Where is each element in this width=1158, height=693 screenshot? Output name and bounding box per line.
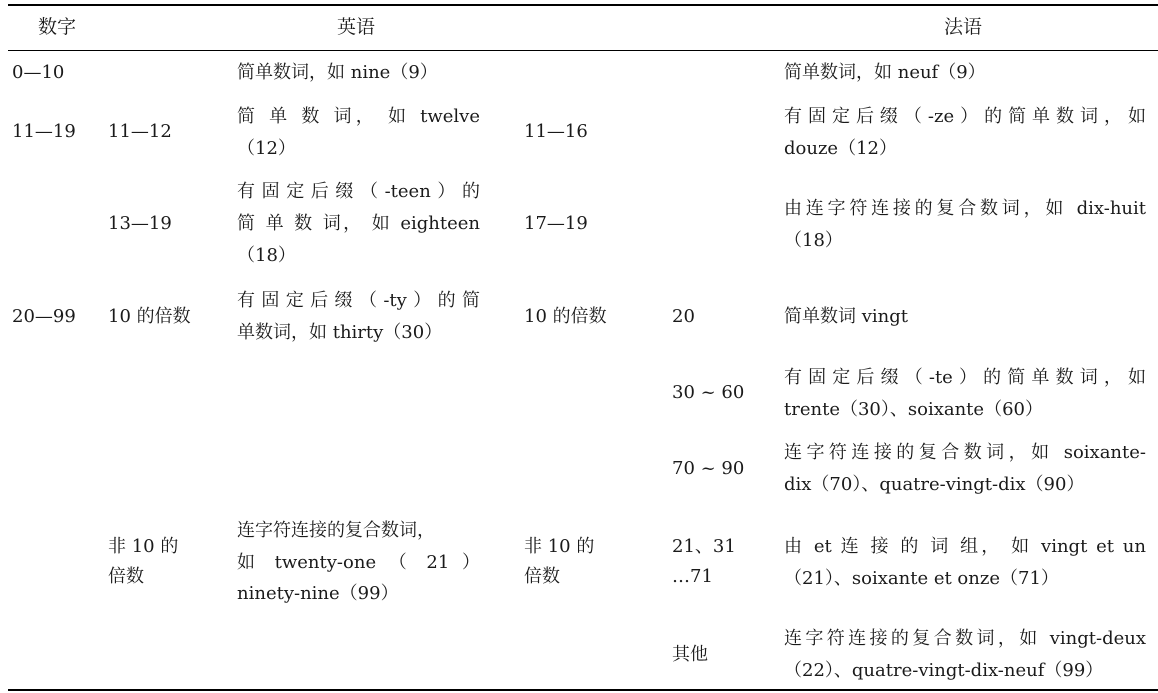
fr-20-desc: 简单数词 vingt [784, 306, 908, 327]
en-nonmult-desc-line2: 如 twenty-one （ 21 ） [237, 552, 480, 573]
fr-other: 其他 [672, 644, 708, 665]
fr-21-31-line2: …71 [672, 566, 713, 587]
en-sub-13-19: 13—19 [108, 213, 172, 234]
header-french: 法语 [944, 16, 983, 38]
header-rule [8, 50, 1158, 51]
fr-70-90-desc-line2: dix（70）、quatre-vingt-dix（90） [784, 474, 1085, 495]
en-multiple-of-10: 10 的倍数 [108, 306, 191, 327]
fr-other-desc-line1: 连字符连接的复合数词，如 vingt-deux [784, 628, 1146, 649]
range-0-10: 0—10 [12, 62, 65, 83]
fr-30-60: 30 ~ 60 [672, 382, 745, 403]
header-number: 数字 [38, 16, 77, 38]
fr-non-multiple-line2: 倍数 [524, 566, 560, 587]
en-desc-11-12-line1: 简 单 数 词， 如 twelve [237, 106, 480, 127]
header-english: 英语 [337, 16, 376, 38]
fr-70-90: 70 ~ 90 [672, 458, 745, 479]
en-mult10-desc-line1: 有固定后缀（-ty）的简 [237, 290, 480, 311]
fr-30-60-desc-line2: trente（30）、soixante（60） [784, 399, 1043, 420]
fr-30-60-desc-line1: 有固定后缀（-te）的简单数词，如 [784, 367, 1146, 388]
fr-other-desc-line2: （22）、quatre-vingt-dix-neuf（99） [784, 660, 1104, 681]
en-mult10-desc-line2: 单数词，如 thirty（30） [237, 322, 443, 343]
range-11-19: 11—19 [12, 121, 76, 142]
fr-desc-0-10: 简单数词，如 neuf（9） [784, 62, 986, 83]
fr-sub-17-19: 17—19 [524, 213, 588, 234]
en-desc-11-12-line2: （12） [237, 138, 296, 159]
fr-20: 20 [672, 306, 695, 327]
fr-70-90-desc-line1: 连字符连接的复合数词，如 soixante- [784, 442, 1146, 463]
table-bottom-rule [8, 689, 1158, 691]
fr-desc-17-19-line2: （18） [784, 230, 843, 251]
en-desc-13-19-line3: （18） [237, 245, 296, 266]
en-desc-13-19-line2: 简 单 数 词， 如 eighteen [237, 213, 480, 234]
en-desc-0-10: 简单数词，如 nine（9） [237, 62, 438, 83]
en-nonmult-desc-line3: ninety-nine（99） [237, 583, 399, 604]
en-sub-11-12: 11—12 [108, 121, 172, 142]
fr-non-multiple-line1: 非 10 的 [524, 536, 595, 557]
en-desc-13-19-line1: 有固定后缀（-teen）的 [237, 181, 480, 202]
fr-21-31-line1: 21、31 [672, 536, 736, 557]
table-top-rule [8, 4, 1158, 6]
fr-desc-11-16-line2: douze（12） [784, 138, 897, 159]
en-non-multiple-line1: 非 10 的 [108, 536, 179, 557]
fr-desc-11-16-line1: 有固定后缀（-ze）的简单数词，如 [784, 106, 1146, 127]
fr-sub-11-16: 11—16 [524, 121, 588, 142]
fr-21-desc-line2: （21）、soixante et onze（71） [784, 568, 1059, 589]
en-non-multiple-line2: 倍数 [108, 566, 144, 587]
fr-desc-17-19-line1: 由连字符连接的复合数词，如 dix-huit [784, 198, 1146, 219]
range-20-99: 20—99 [12, 306, 76, 327]
fr-21-desc-line1: 由 et 连 接 的 词 组， 如 vingt et un [784, 536, 1146, 557]
fr-multiple-of-10: 10 的倍数 [524, 306, 607, 327]
en-nonmult-desc-line1: 连字符连接的复合数词， [237, 520, 435, 541]
